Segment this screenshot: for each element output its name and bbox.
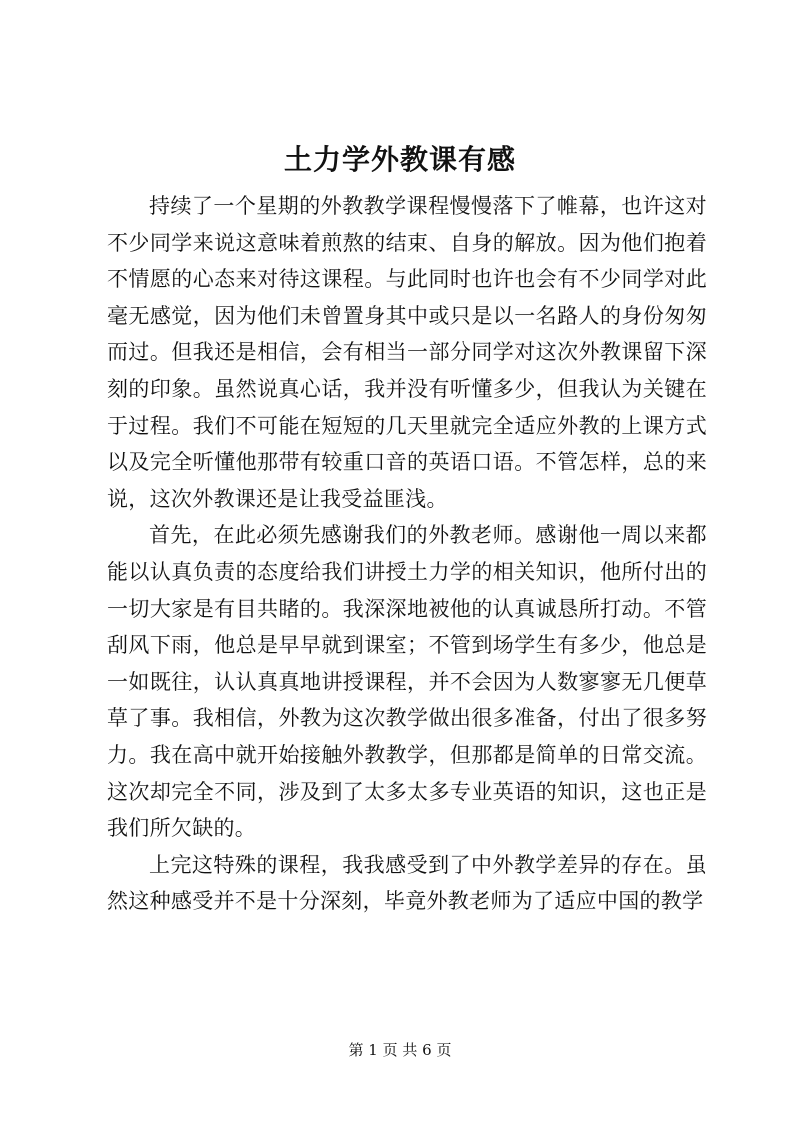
document-body [107, 188, 707, 920]
paragraph-1: 持续了一个星期的外教教学课程慢慢落下了帷幕，也许这对不少同学来说这意味着煎熬的结束、自身的解放。因为他们抱着不情愿的心态来对待这课程。与此同时也许也会有不少同学对此毫无感觉，因为他们未曾置身其中或只是以一名路人的身份匆匆而过。但我还是相信，会有相当一部分同学对这次外教课留下深刻的印象。虽然说真心话，我并没有听懂多少，但我认为关键在于过程。我们不可能在短短的几天里就完全适应外教的上课方式以及完全听懂他那带有较重口音的英语口语。不管怎样，总的来说，这次外教课还是让我受益匪浅。 [107, 194, 707, 511]
document-title: 土力学外教课有感 [283, 143, 516, 176]
paragraph-2: 首先，在此必须先感谢我们的外教老师。感谢他一周以来都能以认真负责的态度给我们讲授土力学的相关知识，他所付出的一切大家是有目共睹的。我深深地被他的认真诚恳所打动。不管刮风下雨，他总是早早就到课室；不管到场学生有多少，他总是一如既往，认认真真地讲授课程，并不会因为人数寥寥无几便草草了事。我相信，外教为这次教学做出很多准备，付出了很多努力。我在高中就开始接触外教教学，但那都是简单的日常交流。这次却完全不同，涉及到了太多太多专业英语的知识，这也正是我们所欠缺的。 [107, 523, 707, 841]
page-footer: 第 1 页 共 6 页 [348, 1041, 452, 1059]
paragraph-3: 上完这特殊的课程，我我感受到了中外教学差异的存在。虽然这种感受并不是十分深刻，毕竟外教老师为了适应中国的教学 [107, 852, 707, 914]
